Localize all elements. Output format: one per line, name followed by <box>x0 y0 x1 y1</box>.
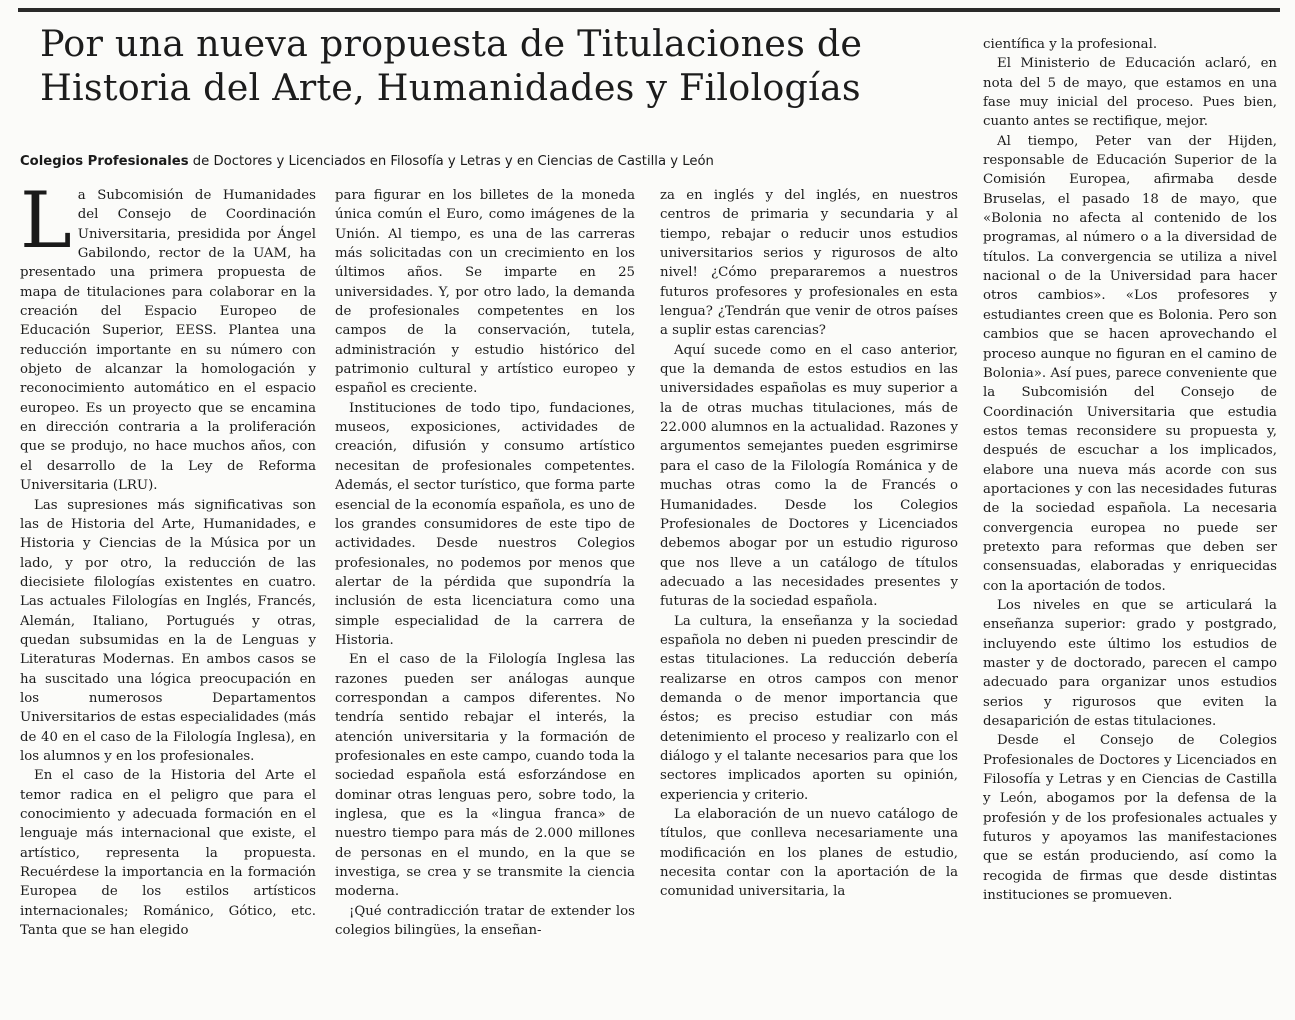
paragraph: La elaboración de un nuevo catálogo de títulos, que conlleva necesariamente una modificación en los planes de estudio, necesita contar con la aportación de la comunidad universitaria, la <box>660 807 958 900</box>
paragraph: La cultura, la enseñanza y la sociedad española no deben ni pueden prescindir de estas titulaciones. La reducción debería realizarse en otros campos con menor demanda o de menor importancia que éstos; es preciso estudiar con más detenimiento el proceso y realizarlo con el diálogo y el talante necesarios para que los sectores implicados aporten su opinión, experiencia y criterio. <box>660 613 958 803</box>
top-rule <box>18 8 1280 12</box>
paragraph: Instituciones de todo tipo, fundaciones, museos, exposiciones, actividades de creación, difusión y consumo artístico necesitan de profesionales competentes. Además, el sector turístico, que forma parte esencial de la economía española, es uno de los grandes consumidores de este tipo de actividades. Desde nuestros Colegios profesionales, no podemos por menos que alertar de la pérdida que supondría la inclusión de esta licenciatura como una simple especialidad de la carrera de Historia. <box>335 400 635 648</box>
paragraph: Los niveles en que se articulará la enseñanza superior: grado y postgrado, incluyendo este último los estudios de master y de doctorado, parecen el campo adecuado para organizar unos estudios serios y rigurosos que eviten la desaparición de estas titulaciones. <box>983 597 1277 730</box>
headline <box>40 22 960 110</box>
paragraph: Desde el Consejo de Colegios Profesionales de Doctores y Licenciados en Filosofía y Letras y en Ciencias de Castilla y León, abogamos por la defensa de la profesión y de los profesionales actuales y futuros y apoyamos las manifestaciones que se están produciendo, así como la recogida de firmas que desde distintas instituciones se promueven. <box>983 733 1277 904</box>
paragraph <box>20 186 316 496</box>
column-4 <box>983 35 1277 1010</box>
paragraph: Aquí sucede como en el caso anterior, que la demanda de estos estudios en las universidades españolas es muy superior a la de otras muchas titulaciones, más de 22.000 alumnos en la actualidad. Razones y argumentos semejantes pueden esgrimirse para el caso de la Filología Románica y de muchas otras como la de Francés o Humanidades. Desde los Colegios Profesionales de Doctores y Licenciados debemos abogar por un estudio riguroso que nos lleve a un catálogo de títulos adecuado a las necesidades presentes y futuras de la sociedad española. <box>660 342 958 610</box>
column-2 <box>335 186 635 1006</box>
byline-author: Colegios Profesionales <box>20 154 189 169</box>
paragraph: En el caso de la Historia del Arte el temor radica en el peligro que para el conocimiento y adecuada formación en el lenguaje más internacional que existe, el artístico, representa la propuesta. Recuérdese la importancia en la formación Europea de los estilos artísticos internacionales; Románico, Gótico, etc. Tanta que se han elegido <box>20 768 316 939</box>
paragraph: ¡Qué contradicción tratar de extender los colegios bilingües, la enseñan- <box>335 903 635 939</box>
paragraph: para figurar en los billetes de la moneda única común el Euro, como imágenes de la Unión. Al tiempo, es una de las carreras más solicitadas con un crecimiento en los últimos años. Se imparte en 25 universidades. Y, por otro lado, la demanda de profesionales competentes en los campos de la conservación, tutela, administración y estudio histórico del patrimonio cultural y artístico europeo y español es creciente. <box>335 188 635 397</box>
paragraph: za en inglés y del inglés, en nuestros centros de primaria y secundaria y al tiempo, rebajar o reducir unos estudios universitarios serios y rigurosos de alto nivel! ¿Cómo prepararemos a nuestros futuros profesores y profesionales en esta lengua? ¿Tendrán que venir de otros países a suplir estas carencias? <box>660 188 958 339</box>
column-1 <box>20 186 316 1006</box>
headline-line-1: Por una nueva propuesta de Titulaciones de <box>40 22 863 65</box>
byline <box>20 153 960 171</box>
paragraph: Al tiempo, Peter van der Hijden, responsable de Educación Superior de la Comisión Europea, afirmaba desde Bruselas, el pasado 18 de mayo, que «Bolonia no afecta al contenido de los programas, al número o a la diversidad de títulos. La convergencia se utiliza a nivel nacional o de la Universidad para hacer otros cambios». «Los profesores y estudiantes creen que es Bolonia. Pero son cambios que se hacen aprovechando el proceso aunque no figuran en el camino de Bolonia». Así pues, parece conveniente que la Subcomisión del Consejo de Coordinación Universitaria que estudia estos temas reconsidere su propuesta y, después de escuchar a los implicados, elabore una nueva más acorde con sus aportaciones y con las necesidades futuras de la sociedad española. La necesaria convergencia europea no puede ser pretexto para reformas que deben ser consensuadas, elaboradas y enriquecidas con la aportación de todos. <box>983 133 1277 594</box>
headline-line-2: Historia del Arte, Humanidades y Filologías <box>40 66 861 109</box>
byline-affiliation: de Doctores y Licenciados en Filosofía y Letras y en Ciencias de Castilla y León <box>188 154 714 169</box>
paragraph: Las supresiones más significativas son las de Historia del Arte, Humanidades, e Historia y Ciencias de la Música por un lado, y por otro, la reducción de las diecisiete filologías existentes en cuatro. Las actuales Filologías en Inglés, Francés, Alemán, Italiano, Portugués y otras, quedan subsumidas en la de Lenguas y Literaturas Modernas. En ambos casos se ha suscitado una lógica preocupación en los numerosos Departamentos Universitarios de estas especialidades (más de 40 en el caso de la Filología Inglesa), en los alumnos y en los profesionales. <box>20 497 316 764</box>
paragraph: científica y la profesional. <box>983 37 1158 52</box>
paragraph: En el caso de la Filología Inglesa las razones pueden ser análogas aunque correspondan a campos diferentes. No tendría sentido rebajar el interés, la atención universitaria y la formación de profesionales en este campo, cuando toda la sociedad española está esforzándose en dominar otras lenguas pero, sobre todo, la inglesa, que es la «lingua franca» de nuestro tiempo para más de 2.000 millones de personas en el mundo, en la que se investiga, se crea y se transmite la ciencia moderna. <box>335 652 635 900</box>
column-3 <box>660 186 958 1006</box>
paragraph: El Ministerio de Educación aclaró, en nota del 5 de mayo, que estamos en una fase muy inicial del proceso. Pues bien, cuanto antes se rectifique, mejor. <box>983 56 1277 130</box>
drop-cap: L <box>20 186 72 266</box>
paragraph-text: a Subcomisión de Humanidades del Consejo de Coordinación Universitaria, presidida por Ángel Gabilondo, rector de la UAM, ha presentado una primera propuesta de mapa de titulaciones para colaborar en la creación del Espacio Europeo de Educación Superior, EESS. Plantea una reducción importante en su número con objeto de alcanzar la homologación y reconocimiento automático en el espacio europeo. Es un proyecto que se encamina en dirección contraria a la proliferación que se produjo, no hace muchos años, con el desarrollo de la Ley de Reforma Universitaria (LRU). <box>20 188 316 494</box>
